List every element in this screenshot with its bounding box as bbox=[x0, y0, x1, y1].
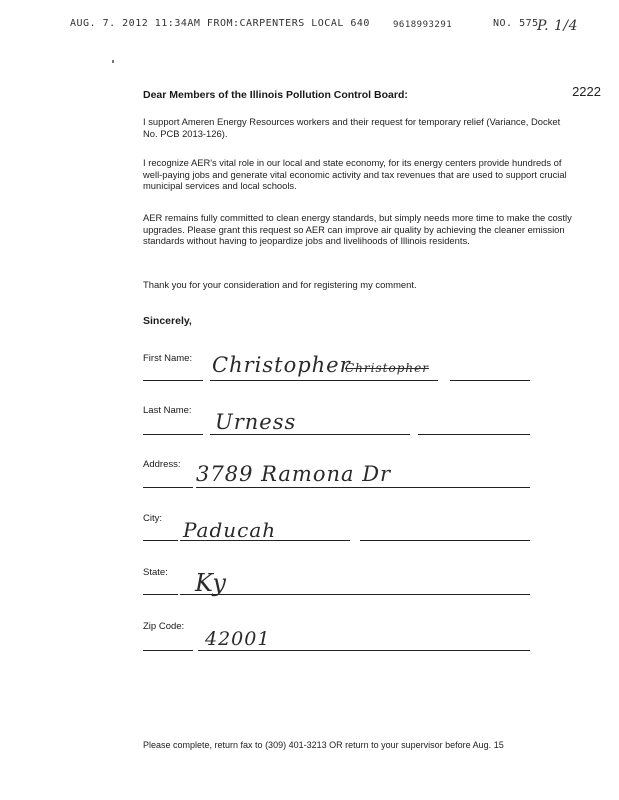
first-name-label: First Name: bbox=[143, 353, 193, 364]
state-field bbox=[0, 564, 619, 624]
city-label: City: bbox=[143, 513, 162, 524]
city-field bbox=[0, 510, 619, 570]
letter-paragraph-4: Thank you for your consideration and for registering my comment. bbox=[143, 279, 417, 290]
letter-salutation: Dear Members of the Illinois Pollution Control Board: bbox=[143, 89, 408, 101]
zip-code-line-left bbox=[143, 650, 193, 651]
fax-header-doc-no: NO. 575 bbox=[493, 18, 539, 29]
fax-header-page: P. 1/4 bbox=[537, 18, 579, 34]
address-line-left bbox=[143, 487, 193, 488]
last-name-value: Urness bbox=[215, 410, 297, 434]
city-value: Paducah bbox=[183, 518, 277, 542]
last-name-line-left bbox=[143, 434, 203, 435]
first-name-value: Christopher bbox=[212, 353, 351, 377]
state-value: Ky bbox=[195, 569, 227, 597]
state-line bbox=[180, 594, 530, 595]
address-line bbox=[196, 487, 530, 488]
fax-header-sender: AUG. 7. 2012 11:34AM FROM:CARPENTERS LOCAL 640 bbox=[70, 18, 370, 29]
letter-paragraph-2: I recognize AER's vital role in our local and state economy, for its energy centers provide hundreds of well-paying jobs and generate vital economic activity and tax revenues that are used to support crucial municipal services and local schools. bbox=[143, 157, 567, 191]
first-name-line bbox=[210, 380, 438, 381]
first-name-field bbox=[0, 350, 619, 410]
first-name-struck-value: Christopher bbox=[345, 361, 429, 375]
address-label: Address: bbox=[143, 459, 181, 470]
zip-code-value: 42001 bbox=[205, 628, 271, 650]
last-name-line-right bbox=[418, 434, 530, 435]
state-label: State: bbox=[143, 567, 168, 578]
last-name-line bbox=[210, 434, 410, 435]
letter-paragraph-3: AER remains fully committed to clean energy standards, but simply needs more time to make the costly upgrades. Please grant this request so AER can improve air quality by achieving the cleaner emission standards without having to jeopardize jobs and livelihoods of Illinois residents. bbox=[143, 212, 572, 246]
fax-header-number: 9618993291 bbox=[393, 20, 453, 30]
letter-closing: Sincerely, bbox=[143, 315, 192, 327]
document-number: 2222 bbox=[572, 84, 601, 99]
zip-code-field bbox=[0, 618, 619, 678]
city-line-left bbox=[143, 540, 178, 541]
last-name-field bbox=[0, 402, 619, 462]
zip-code-label: Zip Code: bbox=[143, 621, 185, 632]
footer-instructions: Please complete, return fax to (309) 401-3213 OR return to your supervisor before Aug. 15 bbox=[143, 740, 504, 750]
last-name-label: Last Name: bbox=[143, 405, 192, 416]
address-value: 3789 Ramona Dr bbox=[196, 462, 392, 486]
address-field bbox=[0, 456, 619, 516]
first-name-line-right bbox=[450, 380, 530, 381]
first-name-line-left bbox=[143, 380, 203, 381]
fax-header bbox=[0, 14, 619, 36]
letter-paragraph-1: I support Ameren Energy Resources workers and their request for temporary relief (Variance, Docket No. PCB 2013-126). bbox=[143, 116, 561, 139]
zip-code-line bbox=[198, 650, 530, 651]
city-line-right bbox=[360, 540, 530, 541]
scan-mark bbox=[112, 60, 114, 63]
state-line-left bbox=[143, 594, 178, 595]
